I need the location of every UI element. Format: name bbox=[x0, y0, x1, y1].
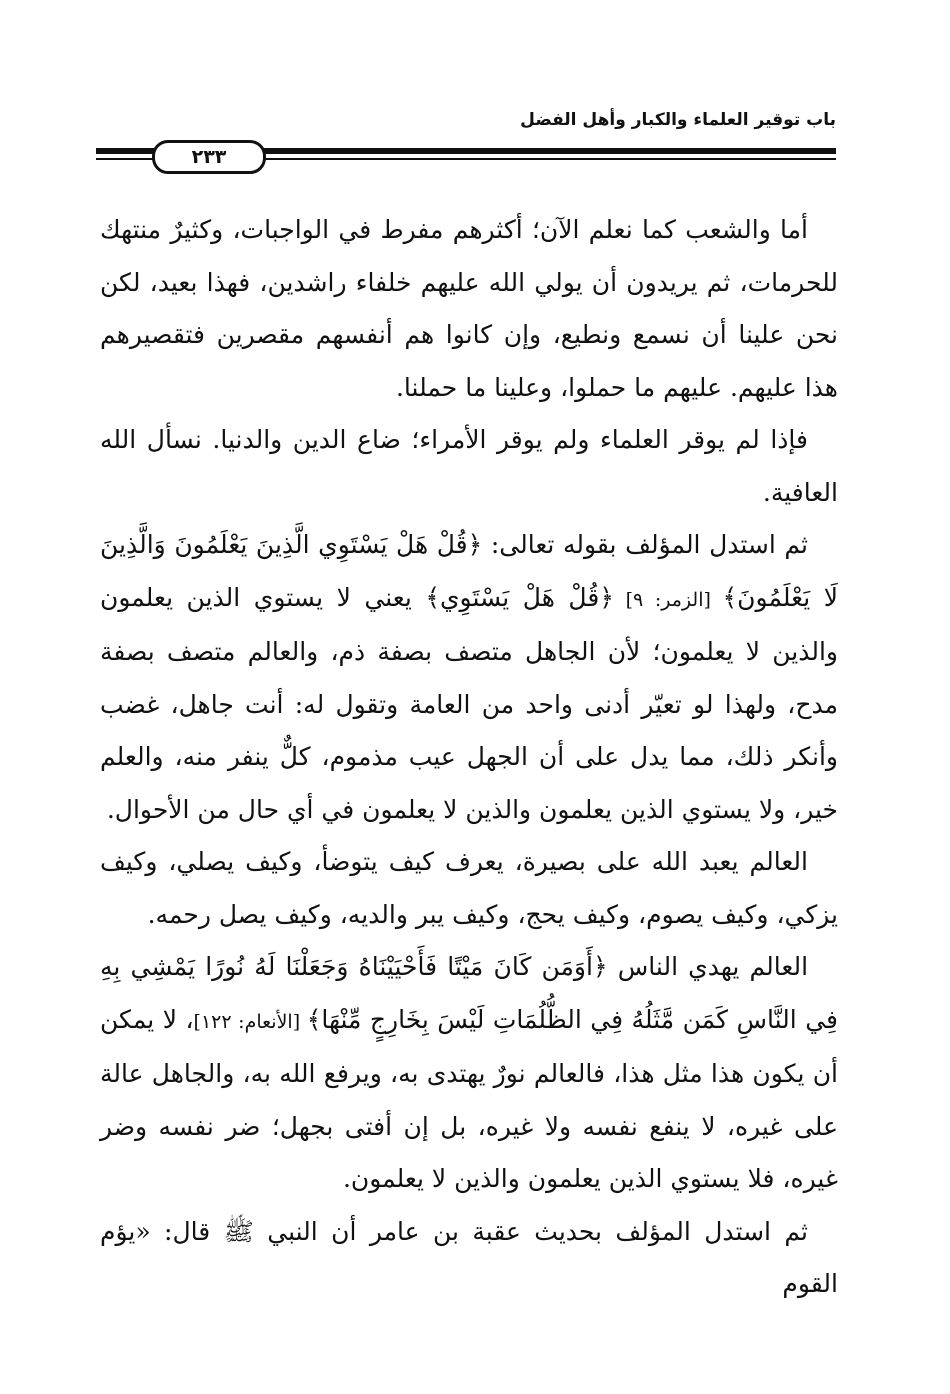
paragraph: فإذا لم يوقر العلماء ولم يوقر الأمراء؛ ضاع الدين والدنيا. نسأل الله العافية. bbox=[100, 425, 838, 507]
page-body bbox=[100, 204, 838, 1311]
page-number: ٢٣٣ bbox=[152, 140, 266, 174]
header-rule bbox=[96, 144, 836, 166]
paragraph-text: ، لا يمكن أن يكون هذا مثل هذا، فالعالم نورٌ يهتدى به، ويرفع الله به، والجاهل عالة على غيره، لا ينفع نفسه ولا غيره، بل إن أفتى بجهل؛ ضر نفسه وضر غيره، فلا يستوي الذين يعلمون والذين لا يعلمون. bbox=[100, 1004, 838, 1193]
verse-reference: [الزمر: ٩] bbox=[613, 588, 723, 611]
paragraph bbox=[100, 519, 838, 836]
paragraph bbox=[100, 941, 838, 1206]
paragraph-text: يعني لا يستوي الذين يعلمون والذين لا يعلمون؛ لأن الجاهل متصف بصفة ذم، والعالم متصف بصفة مدح، ولهذا لو تعيّر أدنى واحد من العامة وتقول له: أنت جاهل، غضب وأنكر ذلك، مما يدل على أن الجهل عيب مذموم، كلٌّ ينفر منه، والعلم خير، ولا يستوي الذين يعلمون والذين لا يعلمون في أي حال من الأحوال. bbox=[100, 582, 838, 824]
quran-verse: ﴿قُلْ هَلْ يَسْتَوِي﴾ bbox=[425, 582, 614, 612]
paragraph: ثم استدل المؤلف بحديث عقبة بن عامر أن النبي ﷺ قال: «يؤم القوم bbox=[100, 1216, 838, 1298]
page-header bbox=[96, 108, 836, 180]
verse-reference: [الأنعام: ١٢٢] bbox=[193, 1010, 307, 1033]
paragraph-intro: العالم يهدي الناس bbox=[607, 952, 809, 981]
quran-verse: ﴿قُلْ هَلْ يَسْتَوِي الَّذِينَ يَعْلَمُونَ وَالَّذِينَ لَا يَعْلَمُونَ﴾ bbox=[100, 530, 838, 612]
paragraph: العالم يعبد الله على بصيرة، يعرف كيف يتوضأ، وكيف يصلي، وكيف يزكي، وكيف يصوم، وكيف يحج، وكيف يبر والديه، وكيف يصل رحمه. bbox=[100, 847, 838, 929]
quran-verse: ﴿أَوَمَن كَانَ مَيْتًا فَأَحْيَيْنَاهُ وَجَعَلْنَا لَهُ نُورًا يَمْشِي بِهِ فِي النَّاسِ كَمَن مَّثَلُهُ فِي الظُّلُمَاتِ لَيْسَ بِخَارِجٍ مِّنْهَا﴾ bbox=[100, 952, 839, 1034]
paragraph: أما والشعب كما نعلم الآن؛ أكثرهم مفرط في الواجبات، وكثيرٌ منتهك للحرمات، ثم يريدون أن يولي الله عليهم خلفاء راشدين، فهذا بعيد، لكن نحن علينا أن نسمع ونطيع، وإن كانوا هم أنفسهم مقصرين فتقصيرهم هذا عليهم. عليهم ما حملوا، وعلينا ما حملنا. bbox=[100, 215, 838, 402]
chapter-title: باب توقير العلماء والكبار وأهل الفضل bbox=[520, 110, 836, 130]
paragraph-intro: ثم استدل المؤلف بقوله تعالى: bbox=[482, 530, 808, 559]
